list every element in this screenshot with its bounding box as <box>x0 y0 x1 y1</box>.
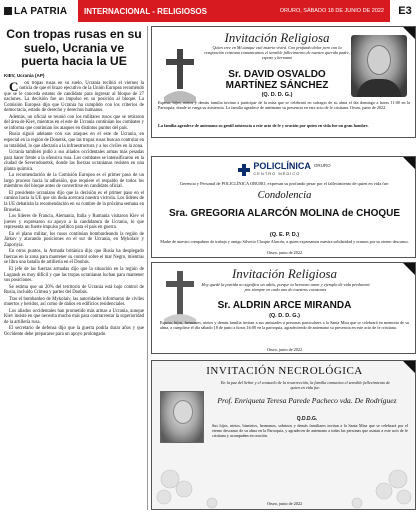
notice-title: Invitación Religiosa <box>224 30 330 45</box>
notice-verse: Hoy quedé la partida no significa un adiós, porque tu hermoso amor y ejemplo de vida perdurará por siempre en cada uno de nuestros corazones <box>201 282 370 292</box>
article-paragraph: Los aliados occidentales han prometido más armas a Ucrania, aunque Kiev insiste en que necesita mucho más para contrarrestar la superioridad de la artillería rusa. <box>4 308 144 325</box>
article-paragraph: El jefe de las fuerzas armadas dijo que la situación en la región de Lugansk es muy difícil y que las tropas ucranianas luchan para mantener sus posiciones. <box>4 267 144 284</box>
article-headline[interactable]: Con tropas rusas en su suelo, Ucrania ve puerta hacia la UE <box>6 27 142 68</box>
notice-details: Esposa, hijos, nietos y demás familia invitan a participar de la misa que se celebrará en sufragio de su alma el día domingo a horas 11:00 en la Parroquia, donde se ruega su asistencia. La familia agradece de antemano su presencia en este acto de fe cristiana. Oruro, junio de 2022. <box>158 100 410 110</box>
article-paragraph: Ucrania también pidió a sus aliados occidentales armas más pesadas para hacer frente a la ofensiva rusa. Los combates se intensificaron en la ciudad de Severodonetsk, donde las fuerzas ucranianas resisten en una planta química. <box>4 150 144 172</box>
deceased-honorific: (Q. E. P. D.) <box>269 232 300 238</box>
article-paragraph: En otros puntos, la Armada británica dijo que Rusia ha desplegado fuerzas en la zona para mantener su control sobre el mar Negro, mientras se libra una batalla de artillería en el Donbás. <box>4 249 144 266</box>
deceased-name: Prof. Enriqueta Teresa Parede Pacheco vda. De Rodríguez <box>217 396 397 405</box>
masthead <box>0 0 420 22</box>
policlinica-logo <box>212 161 357 179</box>
notice-title: Condolencia <box>257 190 312 201</box>
notice-details: Sus hijos, nietos, bisnietos, hermanos, sobrinos y demás familiares invitan a la Santa Misa que se celebrará por el eterno descanso de su alma en la Parroquia, y agradecen de antemano a todas las personas que asistan a este acto de fe cristiana y acompañen en oración. <box>212 423 408 438</box>
article-paragraph: Además, un oficial se reunió con los militares rusos que se retiraron del área de Kiev, mientras en el este de Ucrania continúan los combates y se informa que continúan los ataques en distintos puntos del país. <box>4 114 144 131</box>
article-paragraph: Rusia siguió adelante con sus ataques en el este de Ucrania, en especial en la región de Donetsk, que las tropas rusas buscan controlar en su totalidad, lo que afectaría a la infraestructura y a los civiles en la zona. <box>4 132 144 149</box>
notice-intro: En la paz del Señor y el consuelo de la resurrección, la familia comunica el sensible fallecimiento de quien en vida fue: <box>220 380 391 390</box>
article-paragraph: La recomendación de la Comisión Europea es el primer paso de un largo proceso hacia la adhesión, que requiere el respaldo de todos los miembros del bloque antes de convertirse en candidato oficial. <box>4 173 144 190</box>
mourning-ribbon-icon <box>402 360 416 374</box>
notice-title: INVITACIÓN NECROLÓGICA <box>206 365 363 377</box>
notice-intro: Gerencia y Personal de POLICLÍNICA ORURO, expresan su profundo pesar por el fallecimiento de quien en vida fue: <box>179 181 390 186</box>
obituary-notice-martinez <box>151 26 416 138</box>
notice-details: Madre de nuestro compañero de trabajo y amigo Silverio Choque Alarcón, a quien expresamos nuestra solidaridad y oramos por su eterno descanso. <box>160 239 409 244</box>
column-divider <box>147 26 148 510</box>
medical-cross-icon <box>238 164 250 176</box>
obituary-notice-arce <box>151 262 416 354</box>
page-number: E3 <box>398 5 412 17</box>
deceased-honorific: (Q. D. D. G.) <box>261 92 293 98</box>
logo-mark-icon <box>4 7 12 15</box>
deceased-photo <box>351 35 407 97</box>
article-byline: KIEV, Ucrania (AP) <box>4 72 45 78</box>
article-paragraph: El presidente ucraniano dijo que la decisión es el primer paso en el camino hacia la UE que sin duda acercará nuestra victoria. Los líderes de la UE debatirán la recomendación en su cumbre de la próxima semana en Bruselas. <box>4 190 144 213</box>
deceased-name: Sra. GREGORIA ALARCÓN MOLINA de CHOQUE <box>168 208 401 219</box>
notice-date: Oruro, junio de 2022 <box>266 250 303 255</box>
section-title: INTERNACIONAL - RELIGIOSOS <box>84 6 207 16</box>
brand-name: POLICLÍNICA <box>253 161 311 171</box>
newspaper-logo[interactable] <box>0 0 78 22</box>
mourning-ribbon-icon <box>402 262 416 276</box>
article-paragraph: En el plano militar, los rusos continúan bombardeando la región de Járkov y atacando posiciones en el sur de Ucrania, en Mykolaiv y Zaporiyia. <box>4 231 144 248</box>
article-paragraph: El secretario de defensa dijo que la guerra podría durar años y que Occidente debe prepararse para un apoyo prolongado. <box>4 326 144 338</box>
mourning-ribbon-icon <box>402 156 416 170</box>
deceased-photo <box>160 391 204 443</box>
notice-note: La familia agradece de antemano su gentil asistencia a este acto de fe y oración por quien en vida fue un gran hombre. <box>158 123 369 128</box>
notice-intro: Quien cree en Mí aunque esté muerto vivirá. Con profundo dolor pero con la resignación cristiana comunicamos el sensible fallecimiento de nuestro querido padre, esposo y hermano <box>204 45 350 60</box>
article-paragraph: Tras el bombardeo de Mykolaiv, las autoridades informaron de civiles muertos y heridos, así como de daños en edificios residenciales. <box>4 296 144 308</box>
deceased-name: Sr. DAVID OSVALDO MARTÍNEZ SÁNCHEZ <box>225 69 329 91</box>
article-paragraph: Con tropas rusas en su suelo, Ucrania recibió el viernes la noticia de que el brazo ejecutivo de la Unión Europea recomendó que se le conceda estatus de candidato para ingresar al bloque de 27 naciones. La decisión fue un impulso en su posición al bloque. La Comisión Europea dijo que Ucrania ha cumplido con los criterios de democracia, estado de derecho y derechos humanos. <box>4 78 144 114</box>
notice-date: Oruro, junio de 2022 <box>266 347 303 352</box>
publication-date: ORURO, SÁBADO 18 DE JUNIO DE 2022 <box>279 8 384 14</box>
notice-date: Oruro, junio de 2022 <box>266 501 303 506</box>
logo-text: LA PATRIA <box>14 5 68 17</box>
article-paragraph: Se estima que un 20% del territorio de Ucrania está bajo control de Rusia, incluido Crimea y partes del Donbás. <box>4 284 144 296</box>
news-article <box>4 26 144 510</box>
deceased-honorific: Q.D.D.G. <box>296 416 318 422</box>
brand-city: ORURO <box>313 163 331 168</box>
cross-icon <box>158 45 202 105</box>
notice-title: Invitación Religiosa <box>231 266 338 281</box>
section-bar <box>78 0 390 22</box>
brand-subtitle: CENTRO MÉDICO <box>253 171 301 176</box>
condolence-notice-alarcon <box>151 156 416 258</box>
article-paragraph: Los líderes de Francia, Alemania, Italia y Rumania visitaron Kiev el jueves y expresaron su apoyo a la candidatura de Ucrania, lo que representa un fuerte impulso político para el país en guerra. <box>4 214 144 231</box>
deceased-name: Sr. ALDRIN ARCE MIRANDA <box>217 300 352 311</box>
notice-details: Esposa, hijos, hermanos, nietos y demás familia invitan a sus amistades a personas particulares a la Santa Misa que se celebrará en memoria de su alma, a cumplirse el día sábado 18 de junio a horas 16:00 en la parroquia, agradeciendo de antemano su presencia en este acto de fe cristiana. <box>160 320 409 330</box>
deceased-honorific: (Q. D. D. G.) <box>269 313 300 319</box>
mourning-ribbon-icon <box>402 26 416 40</box>
article-body <box>4 78 144 338</box>
necrology-notice-paredes <box>151 360 416 510</box>
